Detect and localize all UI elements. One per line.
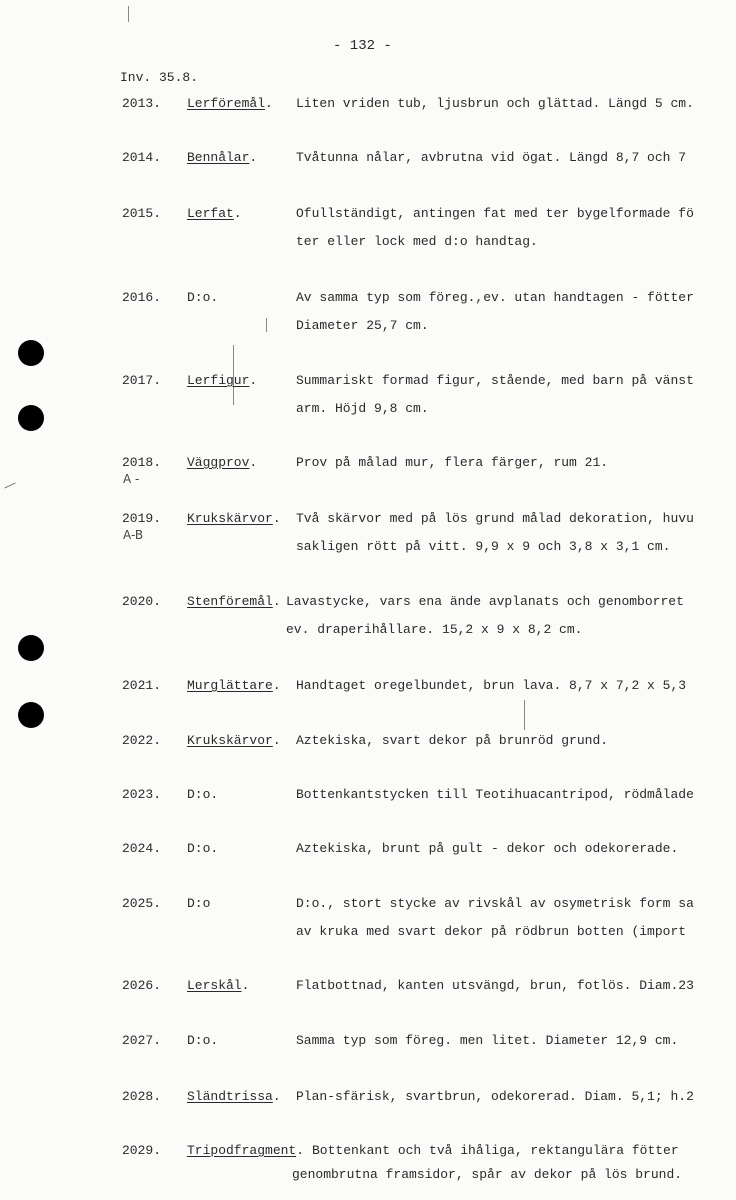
entry-2016	[0, 290, 736, 340]
entry-category: Krukskärvor.	[187, 733, 281, 748]
entry-2013	[0, 96, 736, 146]
entry-description-line: Tvåtunna nålar, avbrutna vid ögat. Längd 8,7 och 7	[296, 150, 687, 165]
entry-category: D:o.	[187, 290, 219, 305]
entry-2020	[0, 594, 736, 644]
entry-description-line: Prov på målad mur, flera färger, rum 21.	[296, 455, 609, 470]
entry-number: 2017.	[122, 373, 162, 388]
entry-description-line: Aztekiska, svart dekor på brunröd grund.	[296, 733, 609, 748]
entry-number: 2018.	[122, 455, 162, 470]
entry-2022	[0, 733, 736, 783]
entry-2026	[0, 978, 736, 1028]
entry-number: 2015.	[122, 206, 162, 221]
entry-2024	[0, 841, 736, 891]
entry-2028	[0, 1089, 736, 1139]
handwritten-note: A -	[123, 472, 140, 486]
entry-2019	[0, 511, 736, 561]
entry-number: 2016.	[122, 290, 162, 305]
entry-description-line: genombrutna framsidor, spår av dekor på lös brund.	[292, 1167, 683, 1182]
entry-number: 2029.	[122, 1143, 162, 1158]
entry-2021	[0, 678, 736, 728]
entry-number: 2022.	[122, 733, 162, 748]
entry-description-line: Lavastycke, vars ena ände avplanats och genomborret	[286, 594, 684, 609]
entry-2015	[0, 206, 736, 256]
entry-category: D:o.	[187, 841, 219, 856]
entry-2027	[0, 1033, 736, 1083]
inventory-header: Inv. 35.8.	[120, 70, 199, 85]
entry-2025	[0, 896, 736, 946]
entry-description-line: av kruka med svart dekor på rödbrun botten (import	[296, 924, 687, 939]
punch-hole-1	[18, 340, 44, 366]
entry-description-line: Handtaget oregelbundet, brun lava. 8,7 x 7,2 x 5,3	[296, 678, 687, 693]
entry-category: Tripodfragment.	[187, 1143, 305, 1158]
entry-description-line: Bottenkant och två ihåliga, rektangulära fötter	[312, 1143, 679, 1158]
entry-category: Krukskärvor.	[187, 511, 281, 526]
entry-category: D:o.	[187, 787, 219, 802]
entry-2017	[0, 373, 736, 423]
entry-description-line: ter eller lock med d:o handtag.	[296, 234, 538, 249]
entry-number: 2014.	[122, 150, 162, 165]
entry-category: Lerfigur.	[187, 373, 258, 388]
entry-description-line: Samma typ som föreg. men litet. Diameter 12,9 cm.	[296, 1033, 679, 1048]
entry-description-line: Liten vriden tub, ljusbrun och glättad. Längd 5 cm.	[296, 96, 694, 111]
entry-number: 2020.	[122, 594, 162, 609]
entry-category: Bennålar.	[187, 150, 258, 165]
entry-2018	[0, 455, 736, 505]
entry-number: 2027.	[122, 1033, 162, 1048]
entry-number: 2013.	[122, 96, 162, 111]
entry-description-line: Två skärvor med på lös grund målad dekoration, huvu	[296, 511, 694, 526]
entry-category: Väggprov.	[187, 455, 258, 470]
entry-description-line: Diameter 25,7 cm.	[296, 318, 429, 333]
entry-description-line: Bottenkantstycken till Teotihuacantripod, rödmålade	[296, 787, 694, 802]
entry-category: D:o	[187, 896, 211, 911]
entry-description-line: Av samma typ som föreg.,ev. utan handtagen - fötter	[296, 290, 694, 305]
entry-description-line: Ofullständigt, antingen fat med ter bygelformade fö	[296, 206, 694, 221]
entry-2023	[0, 787, 736, 837]
entry-category: Stenföremål.	[187, 594, 281, 609]
handwritten-note: A-B	[123, 528, 144, 542]
entry-category: Lerskål.	[187, 978, 250, 993]
entry-description-line: Flatbottnad, kanten utsvängd, brun, fotlös. Diam.23	[296, 978, 694, 993]
entry-description-line: Aztekiska, brunt på gult - dekor och odekorerade.	[296, 841, 679, 856]
entry-category: D:o.	[187, 1033, 219, 1048]
entry-description-line: ev. draperihållare. 15,2 x 9 x 8,2 cm.	[286, 622, 583, 637]
entry-number: 2024.	[122, 841, 162, 856]
entry-category: Lerföremål.	[187, 96, 273, 111]
entry-2029	[0, 1143, 736, 1193]
entry-description-line: sakligen rött på vitt. 9,9 x 9 och 3,8 x 3,1 cm.	[296, 539, 671, 554]
scan-mark	[128, 6, 129, 22]
entry-number: 2021.	[122, 678, 162, 693]
entry-description-line: arm. Höjd 9,8 cm.	[296, 401, 429, 416]
entry-category: Sländtrissa.	[187, 1089, 281, 1104]
entry-description-line: D:o., stort stycke av rivskål av osymetrisk form sa	[296, 896, 694, 911]
entry-number: 2026.	[122, 978, 162, 993]
entry-category: Lerfat.	[187, 206, 242, 221]
entry-number: 2019.	[122, 511, 162, 526]
entry-number: 2025.	[122, 896, 162, 911]
entry-description-line: Plan-sfärisk, svartbrun, odekorerad. Diam. 5,1; h.2	[296, 1089, 694, 1104]
entry-category: Murglättare.	[187, 678, 281, 693]
entry-description-line: Summariskt formad figur, stående, med barn på vänst	[296, 373, 694, 388]
entry-2014	[0, 150, 736, 200]
page-number: - 132 -	[333, 38, 392, 54]
entry-number: 2023.	[122, 787, 162, 802]
entry-number: 2028.	[122, 1089, 162, 1104]
